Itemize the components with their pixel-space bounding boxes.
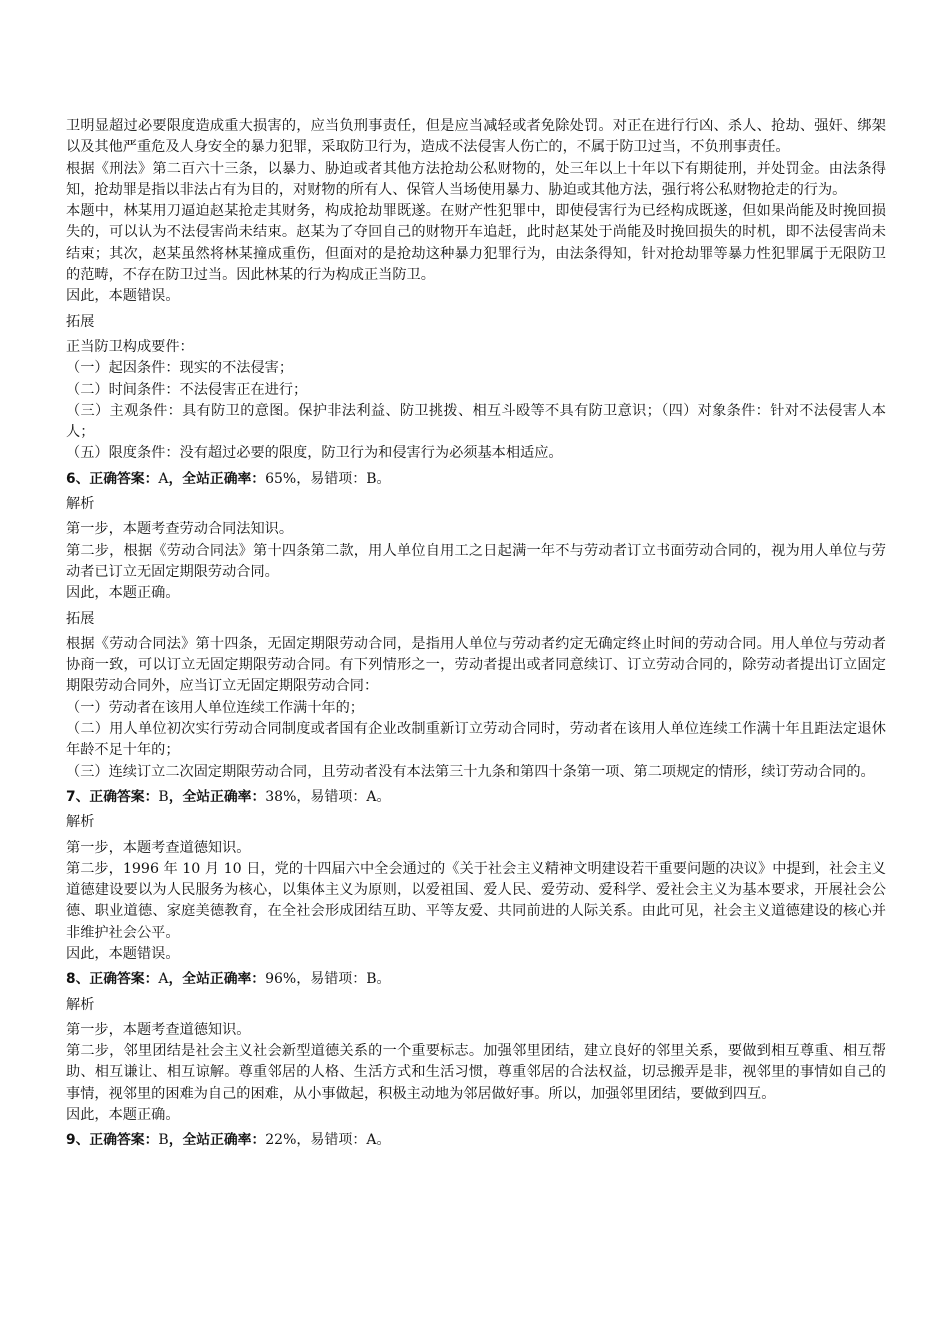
answer-line-q6 xyxy=(66,469,886,490)
paragraph: 正当防卫构成要件： xyxy=(66,338,194,355)
paragraph: 本题中，林某用刀逼迫赵某抢走其财务，构成抢劫罪既遂。在财产性犯罪中，即使侵害行为已经构成既遂，但如果尚能及时挽回损失的，可以认为不法侵害尚未结束。赵某为了夺回自己的财物开车追赶，此时赵某处于尚能及时挽回损失的时机，即不法侵害尚未结束；其次，赵某虽然将林某撞成重伤，但面对的是抢劫这种暴力犯罪行为，由法条得知，针对抢劫罪等暴力性犯罪属于无限防卫的范畴，不存在防卫过当。因此林某的行为构成正当防卫。 xyxy=(66,203,886,284)
line-end: 。 xyxy=(376,470,391,487)
line-end: 。 xyxy=(376,1132,391,1149)
answer-line-q7 xyxy=(66,787,886,808)
wrong-option: B xyxy=(366,971,377,988)
paragraph: 卫明显超过必要限度造成重大损害的，应当负刑事责任，但是应当减轻或者免除处罚。对正在进行行凶、杀人、抢劫、强奸、绑架以及其他严重危及人身安全的暴力犯罪，采取防卫行为，造成不法侵害人伤亡的，不属于防卫过当，不负刑事责任。 xyxy=(66,118,886,156)
correct-rate: 96% xyxy=(265,971,297,988)
list-item: （一）起因条件：现实的不法侵害； xyxy=(66,360,294,377)
paragraph: 第二步，根据《劳动合同法》第十四条第二款，用人单位自用工之日起满一年不与劳动者订立书面劳动合同的，视为用人单位与劳动者已订立无固定期限劳动合同。 xyxy=(66,542,886,580)
correct-answer: A xyxy=(158,470,169,487)
line-end: 。 xyxy=(376,971,391,988)
list-item: （二）时间条件：不法侵害正在进行； xyxy=(66,381,308,398)
paragraph: 第二步，1996 年 10 月 10 日，党的十四届六中全会通过的《关于社会主义精神文明建设若干重要问题的决议》中提到，社会主义道德建设要以为人民服务为核心，以集体主义为原则，以爱祖国、爱人民、爱劳动、爱科学、爱社会主义为基本要求，开展社会公德、职业道德、家庭美德教育，在全社会形成团结互助、平等友爱、共同前进的人际关系。由此可见，社会主义道德建设的核心并非维护社会公平。 xyxy=(66,860,886,941)
correct-rate: 65% xyxy=(265,470,297,487)
list-item: （三）主观条件：具有防卫的意图。保护非法利益、防卫挑拨、相互斗殴等不具有防卫意识；（四）对象条件：针对不法侵害人本人； xyxy=(66,402,886,441)
paragraph: 第一步，本题考查道德知识。 xyxy=(66,1021,251,1038)
correct-rate: 38% xyxy=(265,788,297,805)
paragraph: 根据《劳动合同法》第十四条，无固定期限劳动合同，是指用人单位与劳动者约定无确定终止时间的劳动合同。用人单位与劳动者协商一致，可以订立无固定期限劳动合同。有下列情形之一，劳动者提出或者同意续订、订立劳动合同的，除劳动者提出订立固定期限劳动合同外，应当订立无固定期限劳动合同： xyxy=(66,635,886,695)
list-item: （二）用人单位初次实行劳动合同制度或者国有企业改制重新订立劳动合同时，劳动者在该用人单位连续工作满十年且距法定退休年龄不足十年的； xyxy=(66,721,886,759)
answer-line-q9 xyxy=(66,1130,886,1151)
conclusion: 因此，本题错误。 xyxy=(66,945,180,962)
rate-label: ，全站正确率： xyxy=(168,470,266,487)
question-number: 6 xyxy=(66,470,76,487)
correct-answer: A xyxy=(158,971,169,988)
section-label-extension: 拓展 xyxy=(66,313,95,330)
paragraph: 第二步，邻里团结是社会主义社会新型道德关系的一个重要标志。加强邻里团结，建立良好的邻里关系，要做到相互尊重、相互帮助、相互谦让、相互谅解。尊重邻居的人格、生活方式和生活习惯，尊重邻居的合法权益，切忌搬弄是非，视邻里的事情如自己的事情，视邻里的困难为自己的困难，从小事做起，积极主动地为邻居做好事。所以，加强邻里团结，要做到四互。 xyxy=(66,1043,886,1102)
wrong-option: A xyxy=(366,788,377,805)
section-label-extension: 拓展 xyxy=(66,610,95,627)
conclusion: 因此，本题正确。 xyxy=(66,585,180,602)
error-label: ，易错项： xyxy=(296,470,367,487)
error-label: ，易错项： xyxy=(296,1132,367,1149)
error-label: ，易错项： xyxy=(296,788,367,805)
line-end: 。 xyxy=(376,788,391,805)
correct-answer: B xyxy=(158,788,169,805)
question-number: 9 xyxy=(66,1132,76,1149)
section-label-analysis: 解析 xyxy=(66,814,95,831)
list-item: （五）限度条件：没有超过必要的限度，防卫行为和侵害行为必须基本相适应。 xyxy=(66,445,563,462)
error-label: ，易错项： xyxy=(296,971,367,988)
paragraph: 第一步，本题考查道德知识。 xyxy=(66,839,251,856)
question-number: 8 xyxy=(66,971,76,988)
answer-label: 、正确答案： xyxy=(75,971,159,988)
wrong-option: B xyxy=(366,470,377,487)
rate-label: ，全站正确率： xyxy=(168,971,266,988)
rate-label: ，全站正确率： xyxy=(168,788,266,805)
paragraph: 第一步，本题考查劳动合同法知识。 xyxy=(66,521,294,538)
answer-label: 、正确答案： xyxy=(75,470,159,487)
correct-answer: B xyxy=(158,1132,169,1149)
answer-line-q8 xyxy=(66,969,886,990)
answer-label: 、正确答案： xyxy=(75,788,159,805)
section-label-analysis: 解析 xyxy=(66,496,95,513)
wrong-option: A xyxy=(366,1132,377,1149)
answer-label: 、正确答案： xyxy=(75,1132,159,1149)
correct-rate: 22% xyxy=(265,1132,297,1149)
section-label-analysis: 解析 xyxy=(66,996,95,1013)
conclusion: 因此，本题错误。 xyxy=(66,288,180,305)
list-item: （一）劳动者在该用人单位连续工作满十年的； xyxy=(66,699,364,716)
rate-label: ，全站正确率： xyxy=(168,1132,266,1149)
question-number: 7 xyxy=(66,788,76,805)
conclusion: 因此，本题正确。 xyxy=(66,1107,180,1124)
paragraph: 根据《刑法》第二百六十三条，以暴力、胁迫或者其他方法抢劫公私财物的，处三年以上十年以下有期徒刑，并处罚金。由法条得知，抢劫罪是指以非法占有为目的，对财物的所有人、保管人当场使用暴力、胁迫或其他方法，强行将公私财物抢走的行为。 xyxy=(66,160,886,198)
list-item: （三）连续订立二次固定期限劳动合同，且劳动者没有本法第三十九条和第四十条第一项、第二项规定的情形，续订劳动合同的。 xyxy=(66,763,875,780)
